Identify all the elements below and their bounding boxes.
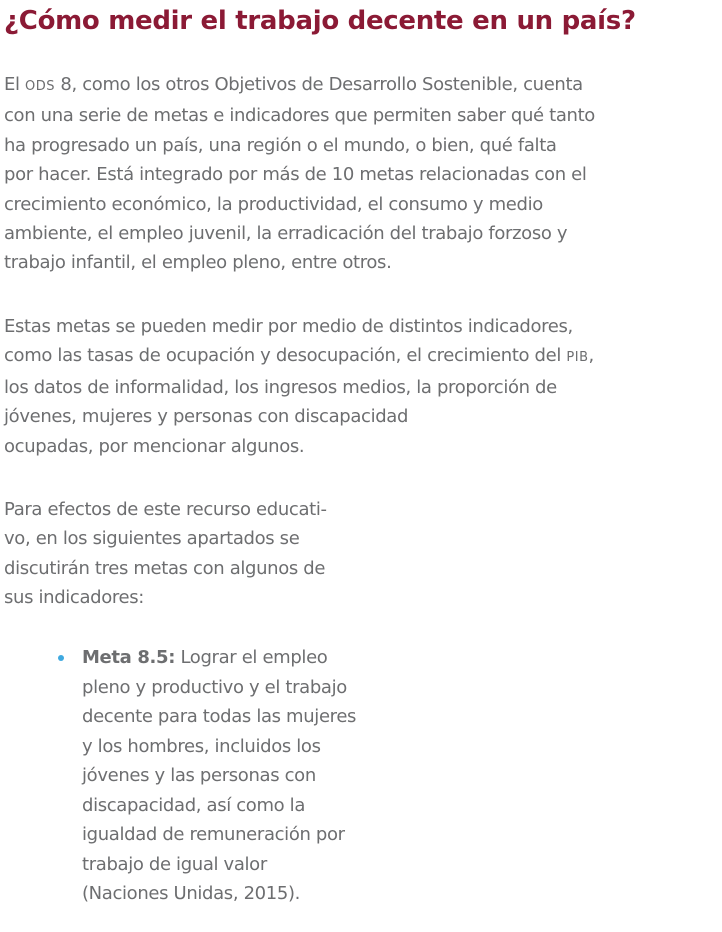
text-line: discutirán tres metas con algunos de (4, 557, 326, 579)
text-line: trabajo infantil, el empleo pleno, entre otros. (4, 252, 392, 274)
text: El (4, 74, 26, 95)
bullet-icon (58, 655, 64, 661)
abbreviation-pib: PIB (566, 350, 589, 366)
text-line: pleno y productivo y el trabajo (82, 676, 347, 698)
text-line: ambiente, el empleo juvenil, la erradicación del trabajo forzoso y (4, 223, 568, 245)
text-line: jóvenes y las personas con (82, 765, 316, 786)
text-line: los datos de informalidad, los ingresos medios, la proporción de (4, 376, 557, 398)
paragraph-ods8-intro (4, 70, 595, 278)
text-line: sus indicadores: (4, 587, 145, 609)
text-line: igualdad de remuneración por (82, 824, 345, 845)
text-line: y los hombres, incluidos los (82, 735, 321, 757)
abbreviation-ods: ODS (25, 79, 56, 94)
text-line: con una serie de metas e indicadores que permiten saber qué tanto (4, 105, 595, 127)
bullet-item-meta-8-5 (58, 643, 356, 909)
text: como las tasas de ocupación y desocupación, el crecimiento del (4, 345, 567, 367)
text-line (4, 70, 595, 101)
text-line: por hacer. Está integrado por más de 10 metas relacionadas con el (4, 164, 587, 186)
text: Lograr el empleo (175, 647, 328, 668)
text-line: discapacidad, así como la (82, 794, 306, 816)
text-line: vo, en los siguientes apartados se (4, 528, 300, 550)
text-line (4, 341, 594, 372)
text-line: Para efectos de este recurso educati- (4, 499, 327, 520)
text-line: Estas metas se pueden medir por medio de distintos indicadores, (4, 316, 573, 337)
text-line: crecimiento económico, la productividad, el consumo y medio (4, 193, 543, 215)
text-line (82, 643, 356, 673)
text-line: decente para todas las mujeres (82, 706, 357, 727)
paragraph-indicators (4, 312, 594, 461)
paragraph-resource-purpose (4, 495, 327, 613)
text-line: jóvenes, mujeres y personas con discapacidad (4, 406, 409, 428)
text-line: (Naciones Unidas, 2015). (82, 883, 301, 904)
text-line: ocupadas, por mencionar algunos. (4, 435, 305, 457)
text: , (588, 345, 594, 367)
text-line: trabajo de igual valor (82, 853, 267, 875)
text: 8, como los otros Objetivos de Desarrollo Sostenible, cuenta (55, 74, 583, 95)
bullet-label: Meta 8.5: (82, 647, 176, 668)
page-title: ¿Cómo medir el trabajo decente en un país? (4, 6, 636, 36)
text-line: ha progresado un país, una región o el mundo, o bien, qué falta (4, 134, 557, 156)
